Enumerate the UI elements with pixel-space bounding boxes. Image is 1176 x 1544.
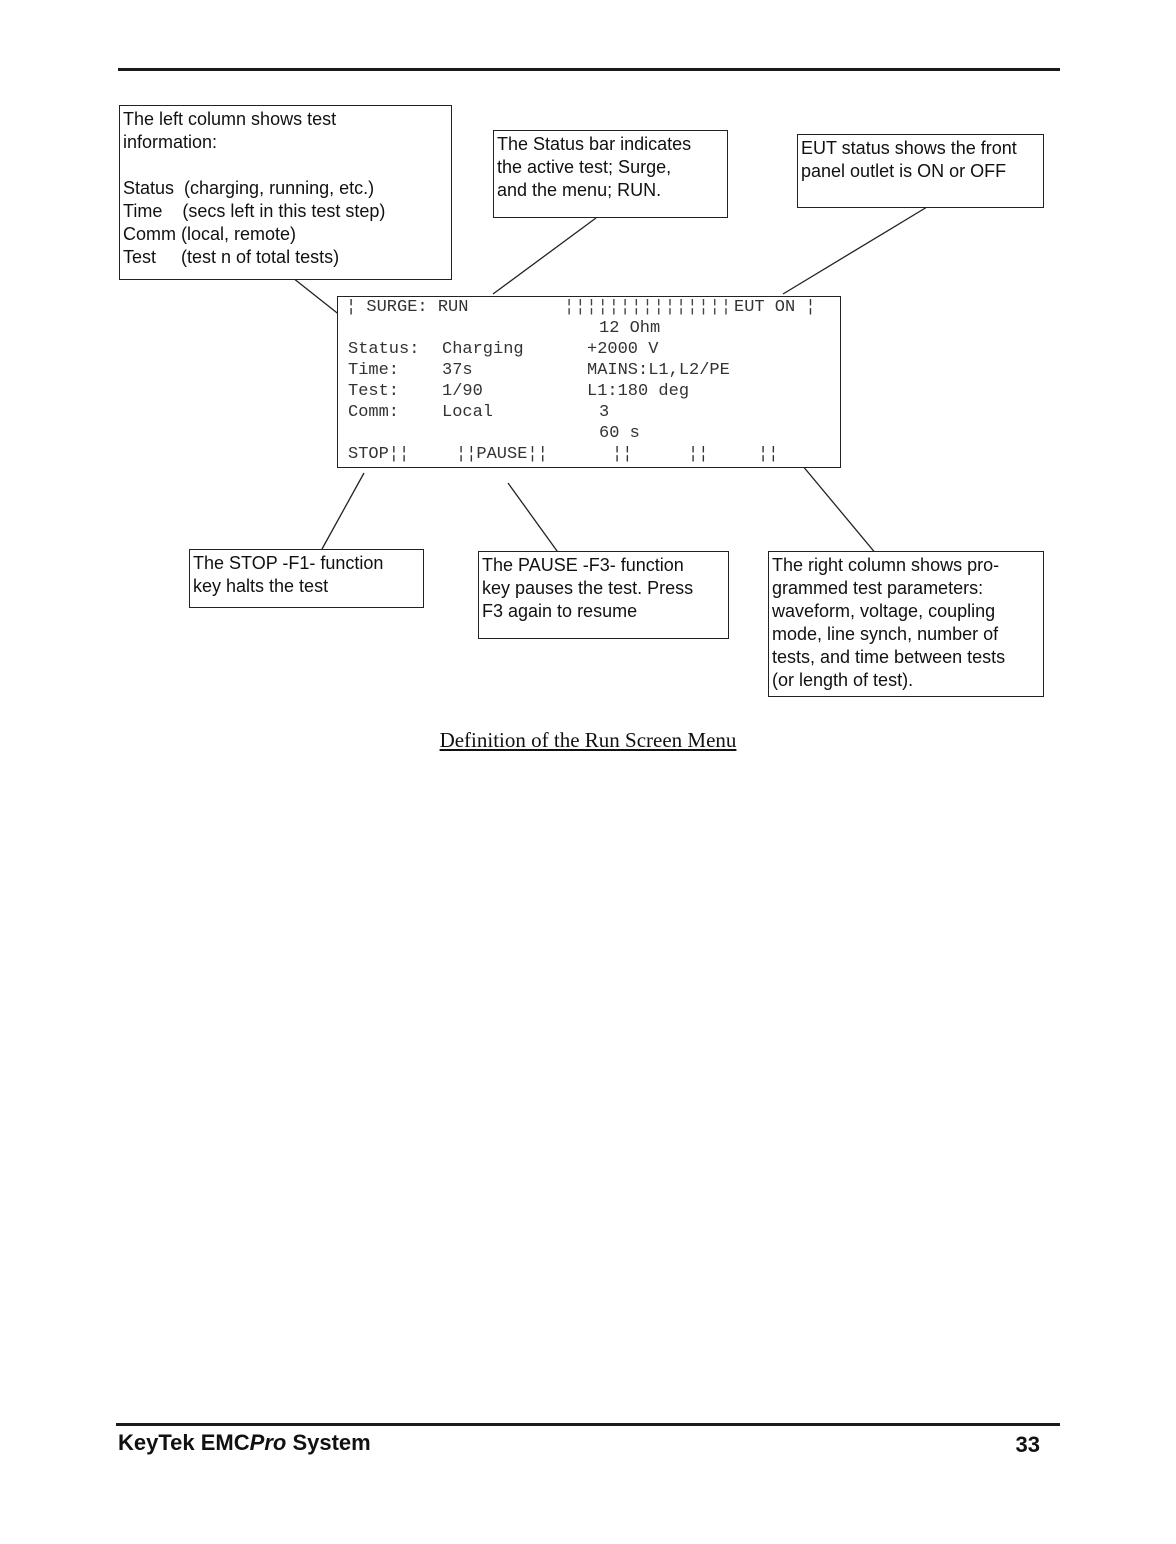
lcd-coupling: MAINS:L1,L2/PE bbox=[587, 361, 730, 380]
figure-caption-text: Definition of the Run Screen Menu bbox=[439, 728, 737, 752]
callout-stop-line-1: The STOP -F1- function bbox=[193, 553, 384, 573]
callout-eut-status bbox=[797, 134, 1044, 208]
lcd-waveform: 12 Ohm bbox=[599, 319, 661, 338]
callout-left-column bbox=[119, 105, 452, 280]
callout-right-line-5: tests, and time between tests bbox=[772, 647, 1006, 667]
lcd-status-label: Status: bbox=[348, 340, 420, 359]
lcd-eut-status: EUT ON ¦ bbox=[734, 298, 816, 317]
callout-pause-line-2: key pauses the test. Press bbox=[482, 578, 694, 598]
callout-stop-line-2: key halts the test bbox=[193, 576, 329, 596]
lcd-line-synch: L1:180 deg bbox=[587, 382, 690, 401]
lcd-time-label: Time: bbox=[348, 361, 400, 380]
callout-status-line-3: and the menu; RUN. bbox=[497, 180, 662, 200]
softkey-stop-f1[interactable]: STOP¦¦ bbox=[348, 445, 410, 464]
leader-eut-status bbox=[783, 207, 927, 294]
lcd-status-bar: ¦ SURGE: RUN bbox=[346, 298, 469, 317]
lcd-test-label: Test: bbox=[348, 382, 400, 401]
figure-caption bbox=[0, 728, 1176, 753]
callout-right-column bbox=[768, 551, 1044, 697]
callout-eut-line-2: panel outlet is ON or OFF bbox=[801, 161, 1007, 181]
lcd-time-value: 37s bbox=[442, 361, 473, 380]
callout-pause-line-3: F3 again to resume bbox=[482, 601, 638, 621]
lcd-comm-value: Local bbox=[442, 403, 494, 422]
lcd-test-interval: 60 s bbox=[599, 424, 640, 443]
softkey-pause-f3[interactable]: ¦¦PAUSE¦¦ bbox=[456, 445, 548, 464]
callout-status-bar bbox=[493, 130, 728, 218]
callout-left-row-comm: Comm (local, remote) bbox=[123, 224, 297, 244]
softkey-f6[interactable]: ¦¦ bbox=[758, 445, 779, 464]
callout-right-line-2: grammed test parameters: bbox=[772, 578, 984, 598]
lcd-comm-label: Comm: bbox=[348, 403, 400, 422]
callout-right-line-4: mode, line synch, number of bbox=[772, 624, 999, 644]
callout-eut-line-1: EUT status shows the front bbox=[801, 138, 1017, 158]
callout-left-row-status: Status (charging, running, etc.) bbox=[123, 178, 375, 198]
callout-left-row-time: Time (secs left in this test step) bbox=[123, 201, 386, 221]
callout-pause-key bbox=[478, 551, 729, 639]
footer-brand-italic: Pro bbox=[249, 1430, 287, 1455]
run-screen-display bbox=[337, 296, 841, 468]
callout-status-line-1: The Status bar indicates bbox=[497, 134, 692, 154]
footer-rule bbox=[116, 1423, 1060, 1426]
softkey-f4[interactable]: ¦¦ bbox=[612, 445, 633, 464]
leader-stop-key bbox=[322, 473, 364, 549]
callout-pause-line-1: The PAUSE -F3- function bbox=[482, 555, 684, 575]
callout-left-intro-1: The left column shows test bbox=[123, 109, 337, 129]
lcd-status-bar-segments: ¦¦¦¦¦¦¦¦¦¦¦¦¦¦¦ bbox=[564, 298, 733, 317]
footer-brand bbox=[118, 1430, 371, 1456]
callout-right-line-6: (or length of test). bbox=[772, 670, 914, 690]
callout-left-row-test: Test (test n of total tests) bbox=[123, 247, 340, 267]
callout-stop-key bbox=[189, 549, 424, 608]
lcd-voltage: +2000 V bbox=[587, 340, 659, 359]
callout-right-line-1: The right column shows pro- bbox=[772, 555, 1000, 575]
callout-left-intro-2: information: bbox=[123, 132, 218, 152]
leader-status-bar bbox=[493, 218, 596, 294]
page-number: 33 bbox=[1015, 1432, 1040, 1457]
callout-right-line-3: waveform, voltage, coupling bbox=[772, 601, 996, 621]
footer-brand-suffix: System bbox=[286, 1430, 371, 1455]
lcd-test-count: 3 bbox=[599, 403, 610, 422]
softkey-f5[interactable]: ¦¦ bbox=[688, 445, 709, 464]
lcd-test-value: 1/90 bbox=[442, 382, 483, 401]
lcd-status-value: Charging bbox=[442, 340, 524, 359]
footer-brand-prefix: KeyTek EMC bbox=[118, 1430, 250, 1455]
callout-status-line-2: the active test; Surge, bbox=[497, 157, 672, 177]
